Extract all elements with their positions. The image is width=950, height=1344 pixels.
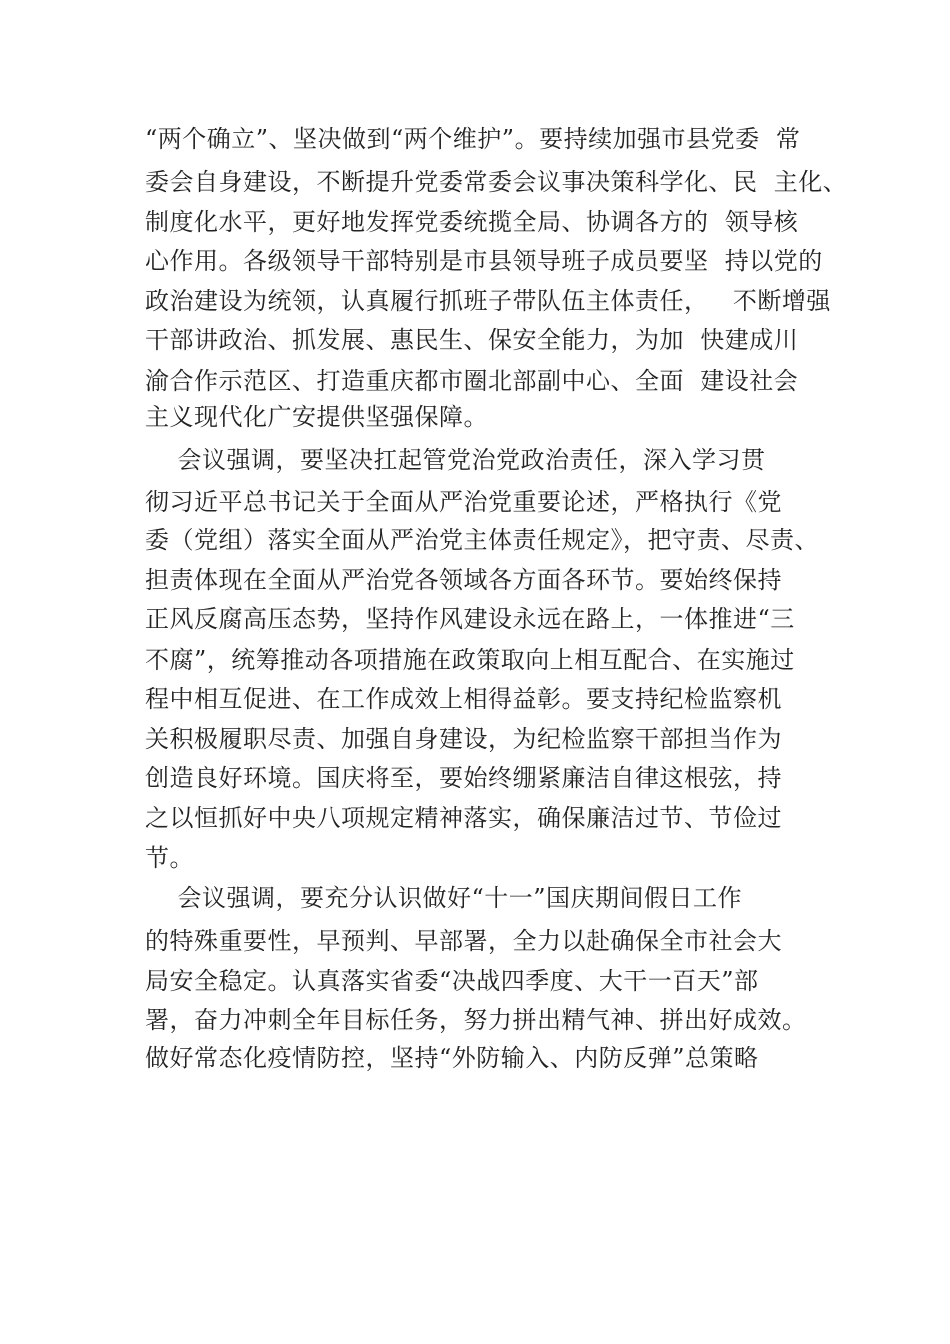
paragraph-1-line-2: 委会自身建设，不断提升党委常委会议事决策科学化、民 主化、 bbox=[145, 168, 848, 196]
paragraph-3-line-1: 会议强调，要充分认识做好“十一”国庆期间假日工作 bbox=[145, 884, 743, 912]
paragraph-1-line-1: “两个确立”、坚决做到“两个维护”。要持续加强市县党委 常 bbox=[145, 125, 801, 153]
paragraph-1-line-8: 主义现代化广安提供坚强保障。 bbox=[145, 403, 488, 431]
paragraph-2-line-9: 创造良好环境。国庆将至，要始终绷紧廉洁自律这根弦，持 bbox=[145, 764, 782, 792]
paragraph-2-line-6: 不腐”，统筹推动各项措施在政策取向上相互配合、在实施过 bbox=[145, 646, 795, 674]
paragraph-2-line-1: 会议强调，要坚决扛起管党治党政治责任，深入学习贯 bbox=[145, 446, 766, 474]
paragraph-3-line-5: 做好常态化疫情防控，坚持“外防输入、内防反弹”总策略 bbox=[145, 1044, 759, 1072]
paragraph-1-line-5: 政治建设为统领，认真履行抓班子带队伍主体责任， 不断增强 bbox=[145, 287, 831, 315]
paragraph-2-line-10: 之以恒抓好中央八项规定精神落实，确保廉洁过节、节俭过 bbox=[145, 804, 782, 832]
paragraph-2-line-3: 委（党组）落实全面从严治党主体责任规定》，把守责、尽责、 bbox=[145, 526, 819, 554]
paragraph-2-line-5: 正风反腐高压态势，坚持作风建设永远在路上，一体推进“三 bbox=[145, 605, 795, 633]
paragraph-2-line-4: 担责体现在全面从严治党各领域各方面各环节。要始终保持 bbox=[145, 566, 782, 594]
paragraph-2-line-7: 程中相互促进、在工作成效上相得益彰。要支持纪检监察机 bbox=[145, 685, 782, 713]
paragraph-2-line-2: 彻习近平总书记关于全面从严治党重要论述，严格执行《党 bbox=[145, 488, 782, 516]
paragraph-3-line-2: 的特殊重要性，早预判、早部署，全力以赴确保全市社会大 bbox=[145, 927, 782, 955]
paragraph-1-line-4: 心作用。各级领导干部特别是市县领导班子成员要坚 持以党的 bbox=[145, 247, 823, 275]
paragraph-3-line-3: 局安全稳定。认真落实省委“决战四季度、大干一百天”部 bbox=[145, 967, 759, 995]
paragraph-2-line-11: 节。 bbox=[145, 844, 194, 872]
paragraph-1-line-3: 制度化水平，更好地发挥党委统揽全局、协调各方的 领导核 bbox=[145, 208, 799, 236]
paragraph-1-line-6: 干部讲政治、抓发展、惠民生、保安全能力，为加 快建成川 bbox=[145, 326, 799, 354]
paragraph-2-line-8: 关积极履职尽责、加强自身建设，为纪检监察干部担当作为 bbox=[145, 725, 782, 753]
paragraph-1-line-7: 渝合作示范区、打造重庆都市圈北部副中心、全面 建设社会 bbox=[145, 367, 799, 395]
paragraph-3-line-4: 署，奋力冲刺全年目标任务，努力拼出精气神、拼出好成效。 bbox=[145, 1006, 807, 1034]
